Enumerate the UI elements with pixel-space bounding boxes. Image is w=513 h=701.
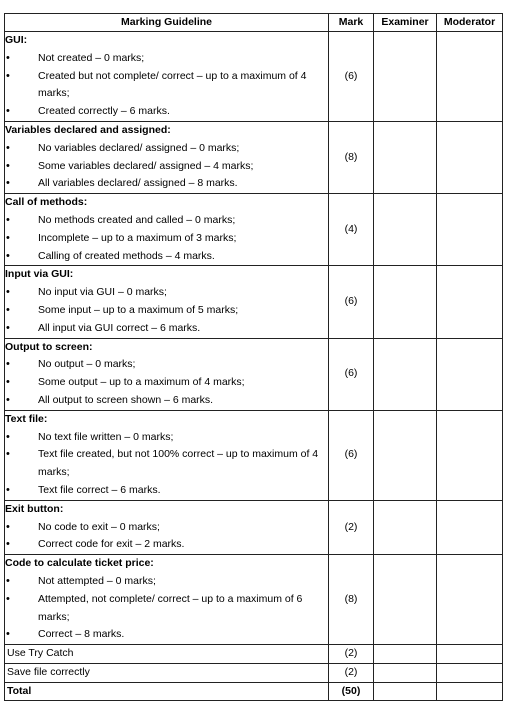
- moderator-cell[interactable]: [437, 410, 503, 500]
- table-row: [5, 663, 503, 682]
- mark-cell: (6): [329, 410, 374, 500]
- list-item: [5, 482, 328, 500]
- section-title: Exit button:: [5, 502, 64, 515]
- list-item: [5, 573, 328, 591]
- criterion-text: Some variables declared/ assigned – 4 marks;: [38, 159, 254, 172]
- moderator-cell[interactable]: [437, 121, 503, 193]
- mark-cell: (2): [329, 663, 374, 682]
- table-row: [5, 338, 503, 410]
- bullet-icon: •: [6, 376, 10, 389]
- bullet-icon: •: [6, 483, 10, 496]
- guideline-cell: [5, 410, 329, 500]
- criteria-list: [5, 429, 328, 500]
- list-item: [5, 248, 328, 266]
- bullet-icon: •: [6, 69, 10, 82]
- list-item: [5, 302, 328, 320]
- header-examiner: Examiner: [374, 14, 437, 32]
- criterion-text: Text file created, but not 100% correct – up to maximum of 4 marks;: [38, 448, 319, 479]
- criterion-text: All variables declared/ assigned – 8 marks.: [38, 177, 238, 190]
- criteria-list: [5, 573, 328, 644]
- table-row: [5, 121, 503, 193]
- list-item: [5, 519, 328, 537]
- bullet-icon: •: [6, 105, 10, 118]
- examiner-cell[interactable]: [374, 410, 437, 500]
- table-row: [5, 645, 503, 664]
- marking-guideline-table: [4, 13, 503, 701]
- criterion-text: Attempted, not complete/ correct – up to a maximum of 6 marks;: [38, 592, 303, 623]
- bullet-icon: •: [6, 141, 10, 154]
- bullet-icon: •: [6, 231, 10, 244]
- section-title: Call of methods:: [5, 196, 88, 209]
- list-item: [5, 446, 328, 482]
- criterion-text: Calling of created methods – 4 marks.: [38, 249, 215, 262]
- guideline-cell: [5, 121, 329, 193]
- table-row: [5, 194, 503, 266]
- bullet-icon: •: [6, 393, 10, 406]
- header-guideline: Marking Guideline: [5, 14, 329, 32]
- table-row: [5, 500, 503, 554]
- examiner-cell[interactable]: [374, 266, 437, 338]
- list-item: [5, 103, 328, 121]
- bullet-icon: •: [6, 177, 10, 190]
- bullet-icon: •: [6, 520, 10, 533]
- examiner-cell[interactable]: [374, 663, 437, 682]
- mark-cell: (2): [329, 645, 374, 664]
- section-title: Input via GUI:: [5, 268, 74, 281]
- examiner-cell[interactable]: [374, 555, 437, 645]
- bullet-icon: •: [6, 321, 10, 334]
- bullet-icon: •: [6, 303, 10, 316]
- list-item: [5, 392, 328, 410]
- criterion-text: No text file written – 0 marks;: [38, 430, 174, 443]
- criterion-text: No output – 0 marks;: [38, 358, 136, 371]
- table-body: [5, 32, 503, 701]
- mark-cell: (6): [329, 32, 374, 122]
- section-title: GUI:: [5, 34, 28, 46]
- list-item: [5, 230, 328, 248]
- guideline-cell: [5, 555, 329, 645]
- criterion-text: Not created – 0 marks;: [38, 51, 145, 64]
- table-row: [5, 266, 503, 338]
- header-mark: Mark: [329, 14, 374, 32]
- total-mark: (50): [329, 682, 374, 701]
- moderator-cell[interactable]: [437, 500, 503, 554]
- moderator-cell[interactable]: [437, 194, 503, 266]
- section-title: Variables declared and assigned:: [5, 123, 171, 136]
- criterion-text: Created but not complete/ correct – up to a maximum of 4 marks;: [38, 69, 307, 100]
- moderator-cell[interactable]: [437, 266, 503, 338]
- row-label: Save file correctly: [5, 663, 329, 682]
- list-item: [5, 284, 328, 302]
- bullet-icon: •: [6, 538, 10, 551]
- table-row: [5, 410, 503, 500]
- table-row: [5, 32, 503, 122]
- list-item: [5, 536, 328, 554]
- criterion-text: No methods created and called – 0 marks;: [38, 213, 236, 226]
- mark-cell: (4): [329, 194, 374, 266]
- examiner-total-cell[interactable]: [374, 682, 437, 701]
- mark-cell: (8): [329, 121, 374, 193]
- section-title: Output to screen:: [5, 340, 93, 353]
- moderator-cell[interactable]: [437, 338, 503, 410]
- guideline-cell: [5, 194, 329, 266]
- examiner-cell[interactable]: [374, 32, 437, 122]
- mark-cell: (2): [329, 500, 374, 554]
- examiner-cell[interactable]: [374, 645, 437, 664]
- list-item: [5, 212, 328, 230]
- criterion-text: Correct code for exit – 2 marks.: [38, 538, 185, 551]
- moderator-total-cell[interactable]: [437, 682, 503, 701]
- examiner-cell[interactable]: [374, 121, 437, 193]
- bullet-icon: •: [6, 592, 10, 605]
- bullet-icon: •: [6, 159, 10, 172]
- list-item: [5, 175, 328, 193]
- guideline-cell: [5, 338, 329, 410]
- header-row: [5, 14, 503, 32]
- examiner-cell[interactable]: [374, 338, 437, 410]
- total-row: [5, 682, 503, 701]
- criterion-text: All output to screen shown – 6 marks.: [38, 393, 214, 406]
- guideline-cell: [5, 266, 329, 338]
- total-label: Total: [5, 682, 329, 701]
- row-label: Use Try Catch: [5, 645, 329, 664]
- mark-cell: (6): [329, 266, 374, 338]
- moderator-cell[interactable]: [437, 645, 503, 664]
- criterion-text: No input via GUI – 0 marks;: [38, 286, 167, 299]
- mark-cell: (6): [329, 338, 374, 410]
- bullet-icon: •: [6, 430, 10, 443]
- list-item: [5, 591, 328, 627]
- bullet-icon: •: [6, 628, 10, 641]
- moderator-cell[interactable]: [437, 663, 503, 682]
- header-moderator: Moderator: [437, 14, 503, 32]
- list-item: [5, 50, 328, 68]
- list-item: [5, 429, 328, 447]
- moderator-cell[interactable]: [437, 32, 503, 122]
- criterion-text: Correct – 8 marks.: [38, 628, 125, 641]
- bullet-icon: •: [6, 574, 10, 587]
- criterion-text: All input via GUI correct – 6 marks.: [38, 321, 201, 334]
- mark-cell: (8): [329, 555, 374, 645]
- guideline-cell: [5, 32, 329, 122]
- criterion-text: Some output – up to a maximum of 4 marks;: [38, 376, 245, 389]
- criteria-list: [5, 50, 328, 121]
- criteria-list: [5, 212, 328, 265]
- examiner-cell[interactable]: [374, 500, 437, 554]
- criteria-list: [5, 519, 328, 555]
- criterion-text: Not attempted – 0 marks;: [38, 574, 156, 587]
- section-title: Text file:: [5, 412, 48, 425]
- bullet-icon: •: [6, 358, 10, 371]
- criteria-list: [5, 356, 328, 409]
- criterion-text: Created correctly – 6 marks.: [38, 105, 170, 118]
- criterion-text: Incomplete – up to a maximum of 3 marks;: [38, 231, 237, 244]
- criterion-text: No variables declared/ assigned – 0 marks;: [38, 141, 240, 154]
- bullet-icon: •: [6, 51, 10, 64]
- bullet-icon: •: [6, 448, 10, 461]
- bullet-icon: •: [6, 213, 10, 226]
- bullet-icon: •: [6, 286, 10, 299]
- table-row: [5, 555, 503, 645]
- list-item: [5, 374, 328, 392]
- guideline-cell: [5, 500, 329, 554]
- list-item: [5, 320, 328, 338]
- list-item: [5, 158, 328, 176]
- criteria-list: [5, 140, 328, 193]
- criterion-text: Some input – up to a maximum of 5 marks;: [38, 303, 239, 316]
- bullet-icon: •: [6, 249, 10, 262]
- criteria-list: [5, 284, 328, 337]
- list-item: [5, 140, 328, 158]
- criterion-text: Text file correct – 6 marks.: [38, 483, 161, 496]
- examiner-cell[interactable]: [374, 194, 437, 266]
- list-item: [5, 356, 328, 374]
- moderator-cell[interactable]: [437, 555, 503, 645]
- list-item: [5, 626, 328, 644]
- list-item: [5, 68, 328, 104]
- criterion-text: No code to exit – 0 marks;: [38, 520, 160, 533]
- section-title: Code to calculate ticket price:: [5, 557, 154, 570]
